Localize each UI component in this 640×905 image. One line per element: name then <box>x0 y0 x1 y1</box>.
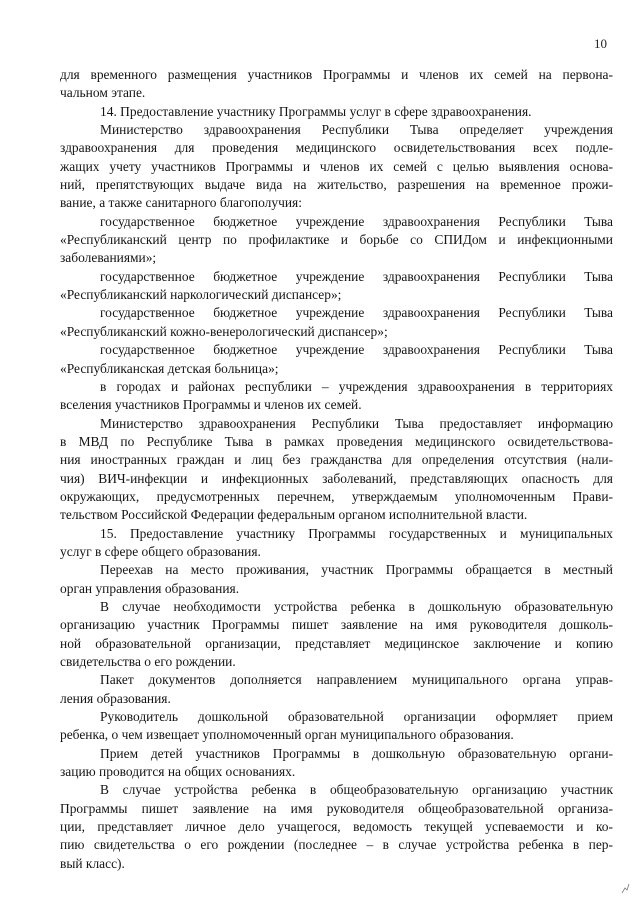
text-line: вселения участников Программы и членов их семей. <box>60 397 362 413</box>
text-line: ной образовательной организации, представляет медицинское заключение и копию <box>60 635 613 651</box>
text-line: Прием детей участников Программы в дошкольную образовательную органи- <box>100 745 613 761</box>
text-line: чальном этапе. <box>60 85 146 101</box>
text-line: тельством Российской Федерации федеральным органом исполнительной власти. <box>60 507 528 523</box>
text-line: Министерство здравоохранения Республики Тыва определяет учреждения <box>100 122 613 138</box>
text-line: Пакет документов дополняется направлением муниципального органа управ- <box>100 672 613 688</box>
text-line: «Республиканский наркологический диспансер»; <box>60 287 342 303</box>
page-number: 10 <box>594 36 607 51</box>
text-line: «Республиканский кожно-венерологический диспансер»; <box>60 323 388 339</box>
text-line: для временного размещения участников Программы и членов их семей на первона- <box>60 67 613 82</box>
scan-mark-icon <box>620 882 630 894</box>
text-line: государственное бюджетное учреждение здравоохранения Республики Тыва <box>100 342 613 358</box>
text-line: свидетельства о его рождении. <box>60 654 236 669</box>
text-line: Переехав на место проживания, участник Программы обращается в местный <box>100 562 613 578</box>
text-line: В случае необходимости устройства ребенка в дошкольную образовательную <box>100 598 613 614</box>
text-line: ния иностранных граждан и лиц без гражданства для определения отсутствия (нали- <box>60 452 613 468</box>
text-line: вание, а также санитарного благополучия: <box>60 195 302 211</box>
text-line: организацию участник Программы пишет заявление на имя руководителя дошколь- <box>60 617 613 633</box>
text-line: В случае устройства ребенка в общеобразовательную организацию участник <box>100 782 613 798</box>
text-line: «Республиканская детская больница»; <box>60 360 279 376</box>
text-line: Руководитель дошкольной образовательной организации оформляет прием <box>100 709 613 725</box>
text-line: чия) ВИЧ-инфекции и инфекционных заболеваний, представляющих опасность для <box>60 470 613 486</box>
text-line: зацию проводится на общих основаниях. <box>60 764 296 780</box>
text-line: услуг в сфере общего образования. <box>60 543 261 559</box>
text-line: жащих учету участников Программы и членов их семей с целью выявления основа- <box>60 158 613 174</box>
text-line: в городах и районах республики – учреждения здравоохранения в территориях <box>100 378 613 394</box>
text-line: Министерство здравоохранения Республики Тыва предоставляет информацию <box>100 415 613 431</box>
text-line: окружающих, предусмотренных перечнем, утверждаемым уполномоченным Прави- <box>60 488 613 504</box>
text-line: 15. Предоставление участнику Программы государственных и муниципальных <box>100 525 613 541</box>
text-line: государственное бюджетное учреждение здравоохранения Республики Тыва <box>100 268 613 284</box>
text-line: ления образования. <box>60 690 171 706</box>
text-line: «Республиканский центр по профилактике и борьбе со СПИДом и инфекционными <box>60 232 613 248</box>
text-line: государственное бюджетное учреждение здравоохранения Республики Тыва <box>100 305 613 321</box>
text-line: государственное бюджетное учреждение здравоохранения Республики Тыва <box>100 213 613 229</box>
text-line: 14. Предоставление участнику Программы услуг в сфере здравоохранения. <box>100 103 532 119</box>
text-line: заболеваниями»; <box>60 250 157 266</box>
text-line: ний, препятствующих выдаче вида на жительство, разрешения на временное прожи- <box>60 177 613 193</box>
text-line: пию свидетельства о его рождении (последнее – в случае устройства ребенка в пер- <box>60 837 613 853</box>
text-line: орган управления образования. <box>60 580 240 596</box>
text-line: ции, представляет личное дело учащегося, ведомость текущей успеваемости и ко- <box>60 819 613 835</box>
document-body <box>60 66 613 873</box>
text-line: вый класс). <box>60 855 125 871</box>
text-line: ребенка, о чем извещает уполномоченный орган муниципального образования. <box>60 727 514 743</box>
text-line: здравоохранения для проведения медицинского освидетельствования всех подле- <box>60 140 613 156</box>
text-line: в МВД по Республике Тыва в рамках проведения медицинского освидетельствова- <box>60 433 613 449</box>
text-line: Программы пишет заявление на имя руководителя общеобразовательной организа- <box>60 800 613 816</box>
